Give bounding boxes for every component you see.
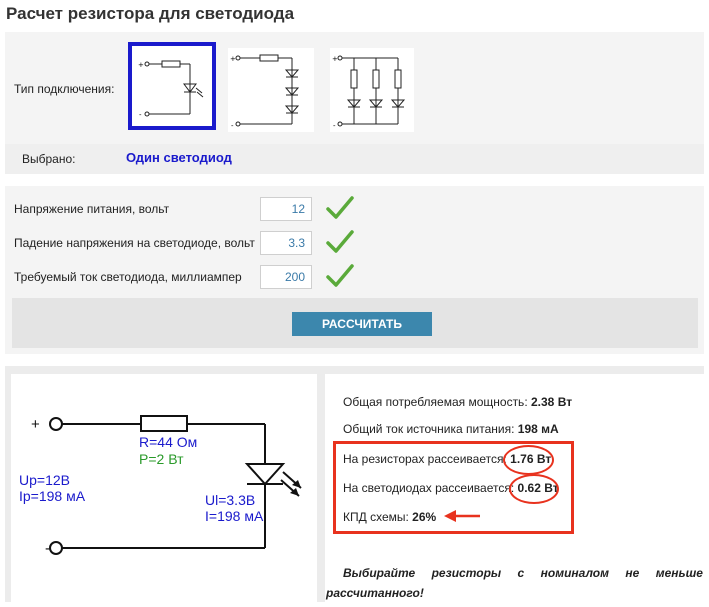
option-single-led[interactable] (128, 42, 216, 130)
led-current-check-icon (326, 264, 354, 288)
note-word: номиналом (540, 566, 609, 580)
led-drop-label: Падение напряжения на светодиоде, вольт (14, 236, 255, 250)
led-current-input[interactable] (260, 265, 312, 289)
total-current-line (343, 422, 559, 436)
led-current-label: Требуемый ток светодиода, миллиампер (14, 270, 242, 284)
schematic-minus: - (45, 540, 50, 557)
schematic-up-value: Up=12В (19, 472, 70, 488)
resistor-loss-label: На резисторах рассеивается: (343, 452, 507, 466)
option-single-minus: - (139, 111, 142, 119)
selected-value: Один светодиод (126, 150, 232, 165)
option-series-leds[interactable] (228, 48, 314, 132)
total-power-line (343, 395, 572, 409)
note-word: меньше (655, 566, 703, 580)
total-power-label: Общая потребляемая мощность: (343, 395, 528, 409)
note-word: не (625, 566, 640, 580)
led-drop-check-icon (326, 230, 354, 254)
supply-voltage-label: Напряжение питания, вольт (14, 202, 170, 216)
supply-voltage-input[interactable] (260, 197, 312, 221)
led-loss-circle (509, 474, 559, 504)
led-drop-input[interactable] (260, 231, 312, 255)
note-word: Выбирайте (343, 566, 416, 580)
single-led-diagram-icon (132, 46, 212, 126)
note-word: с (517, 566, 525, 580)
resistor-loss-value: 1.76 Вт (510, 452, 552, 466)
total-current-value: 198 мА (517, 422, 559, 436)
resistor-loss-circle (503, 445, 554, 475)
option-single-plus: + (138, 61, 144, 69)
parallel-leds-diagram-icon (330, 48, 414, 132)
option-parallel-plus: + (332, 55, 338, 63)
schematic-r-value: R=44 Ом (139, 434, 198, 450)
efficiency-line (343, 510, 436, 524)
total-power-value: 2.38 Вт (531, 395, 573, 409)
efficiency-value: 26% (412, 510, 437, 524)
option-series-plus: + (230, 55, 236, 63)
note-word: резисторы (431, 566, 502, 580)
efficiency-arrow-icon (442, 509, 482, 523)
schematic-ip-value: Ip=198 мА (19, 488, 86, 504)
option-series-minus: - (231, 122, 234, 130)
series-leds-diagram-icon (228, 48, 314, 132)
supply-voltage-check-icon (326, 196, 354, 220)
schematic-box (11, 374, 317, 602)
efficiency-label: КПД схемы: (343, 510, 409, 524)
schematic-p-value: P=2 Вт (139, 451, 184, 467)
option-parallel-minus: - (333, 122, 336, 130)
note-line1 (343, 566, 703, 580)
calculate-button[interactable]: РАССЧИТАТЬ (292, 312, 432, 336)
option-parallel-leds[interactable] (330, 48, 414, 132)
page-title: Расчет резистора для светодиода (6, 4, 295, 23)
schematic-plus: + (31, 416, 40, 433)
total-current-label: Общий ток источника питания: (343, 422, 515, 436)
led-loss-value: 0.62 Вт (517, 481, 559, 495)
led-loss-label: На светодиодах рассеивается: (343, 481, 515, 495)
schematic-ul-value: Ul=3.3В (205, 492, 256, 508)
connection-type-label: Тип подключения: (14, 82, 115, 96)
selected-label: Выбрано: (22, 152, 76, 166)
note-line2: рассчитанного! (326, 586, 424, 600)
schematic-i-value: I=198 мА (205, 508, 264, 524)
